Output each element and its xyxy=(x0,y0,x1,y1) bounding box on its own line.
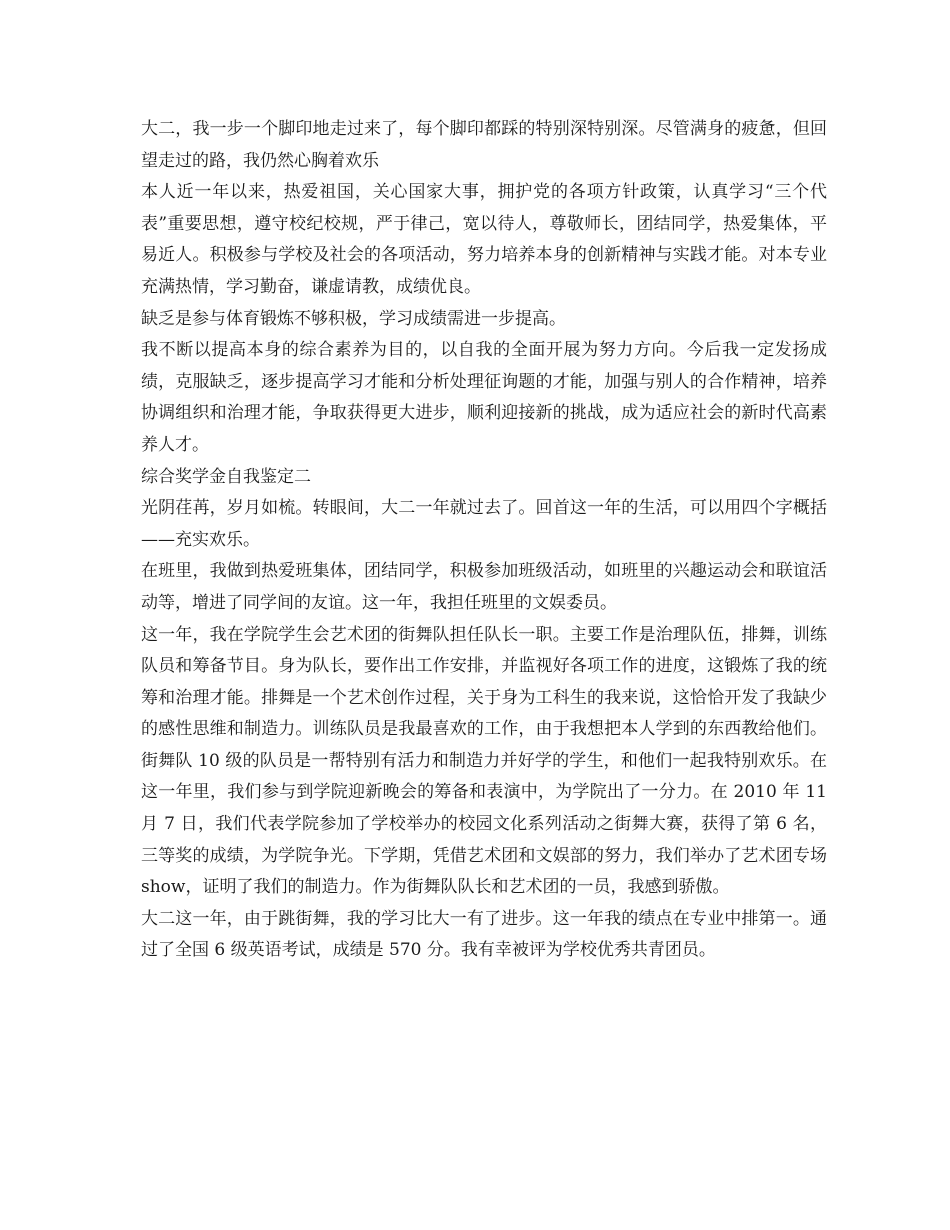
paragraph: 本人近一年以来，热爱祖国，关心国家大事，拥护党的各项方针政策，认真学习“三个代表”重要思想，遵守校纪校规，严于律己，宽以待人，尊敬师长，团结同学，热爱集体，平易近人。积极参与学校及社会的各项活动，努力培养本身的创新精神与实践才能。对本专业充满热情，学习勤奋，谦虚请教，成绩优良。 xyxy=(141,182,827,297)
section-heading: 综合奖学金自我鉴定二 xyxy=(141,466,311,487)
paragraph: 大二，我一步一个脚印地走过来了，每个脚印都踩的特别深特别深。尽管满身的疲惫，但回望走过的路，我仍然心胸着欢乐 xyxy=(141,119,827,171)
paragraph: 光阴荏苒，岁月如梳。转眼间，大二一年就过去了。回首这一年的生活，可以用四个字概括——充实欢乐。 xyxy=(141,498,827,550)
paragraph: 大二这一年，由于跳街舞，我的学习比大一有了进步。这一年我的绩点在专业中排第一。通过了全国 6 级英语考试，成绩是 570 分。我有幸被评为学校优秀共青团员。 xyxy=(141,908,827,961)
document-body xyxy=(141,114,827,967)
paragraph: 这一年，我在学院学生会艺术团的街舞队担任队长一职。主要工作是治理队伍，排舞，训练队员和筹备节目。身为队长，要作出工作安排，并监视好各项工作的进度，这锻炼了我的统筹和治理才能。排舞是一个艺术创作过程，关于身为工科生的我来说，这恰恰开发了我缺少的感性思维和制造力。训练队员是我最喜欢的工作，由于我想把本人学到的东西教给他们。街舞队 10 级的队员是一帮特别有活力和制造力并好学的学生，和他们一起我特别欢乐。在这一年里，我们参与到学院迎新晚会的筹备和表演中，为学院出了一分力。在 2010 年 11 月 7 日，我们代表学院参加了学校举办的校园文化系列活动之街舞大赛，获得了第 6 名，三等奖的成绩，为学院争光。下学期，凭借艺术团和文娱部的努力，我们举办了艺术团专场 show，证明了我们的制造力。作为街舞队队长和艺术团的一员，我感到骄傲。 xyxy=(141,624,827,898)
paragraph: 缺乏是参与体育锻炼不够积极，学习成绩需进一步提高。 xyxy=(141,308,566,329)
paragraph: 在班里，我做到热爱班集体，团结同学，积极参加班级活动，如班里的兴趣运动会和联谊活动等，增进了同学间的友谊。这一年，我担任班里的文娱委员。 xyxy=(141,561,827,613)
paragraph: 我不断以提高本身的综合素养为目的，以自我的全面开展为努力方向。今后我一定发扬成绩，克服缺乏，逐步提高学习才能和分析处理征询题的才能，加强与别人的合作精神，培养协调组织和治理才能，争取获得更大进步，顺利迎接新的挑战，成为适应社会的新时代高素养人才。 xyxy=(141,340,827,455)
